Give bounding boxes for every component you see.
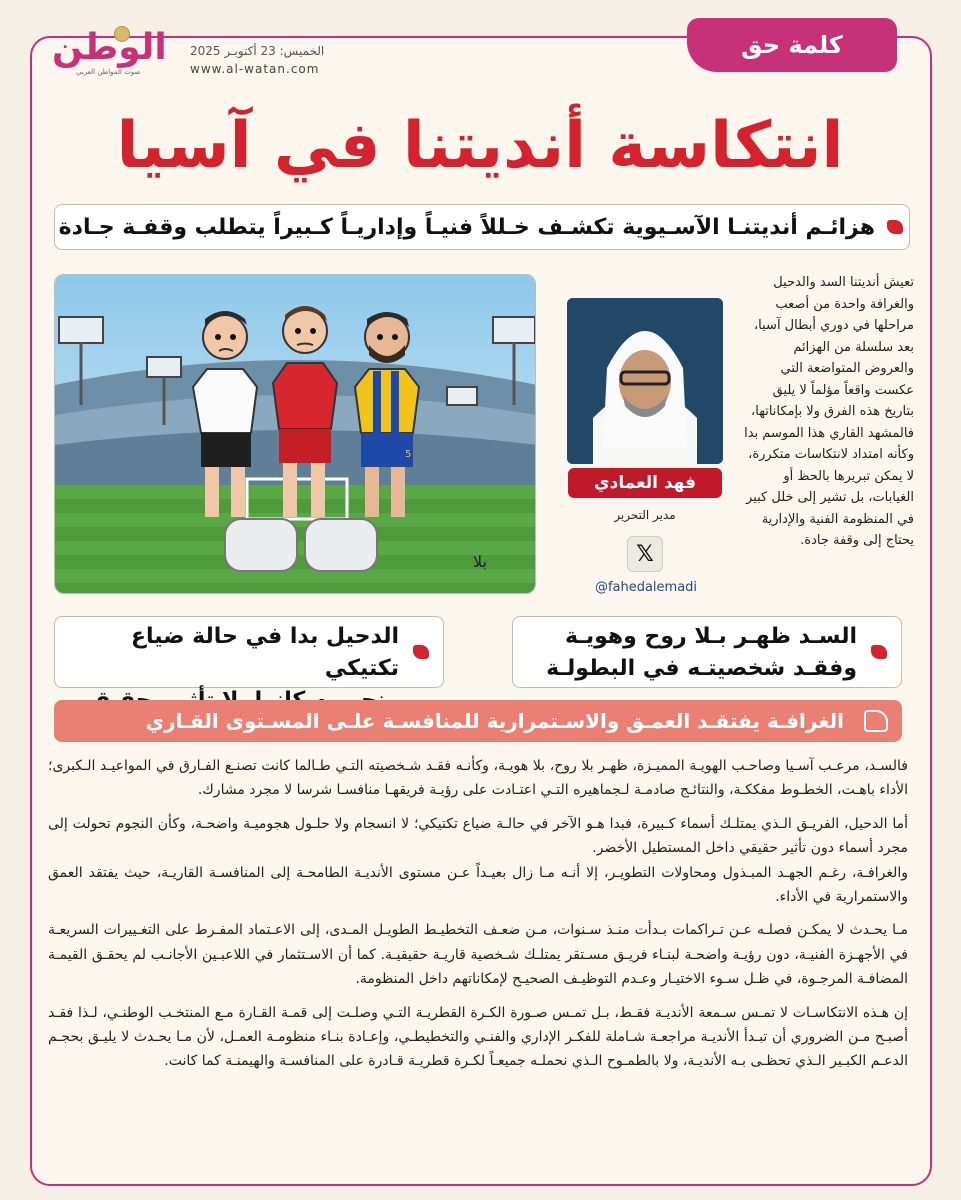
body-paragraph: أما الدحيل، الفريـق الـذي يمتلـك أسماء كـبيرة، فبدا هـو الآخر في حالـة ضياع تكتيكي؛ لا انسجام ولا حلـول هجوميـة واضحـة، وكأن النجوم تحولت إلى مجرد أسماء دون تأثير حقيقي داخل المستطيل الأخضر. — [48, 815, 908, 857]
subheadline: هزائـم أنديتنـا الآسـيوية تكشـف خـللاً فنيـاً وإداريـاً كـبيراً يتطلب وقفـة جـادة — [58, 214, 875, 240]
artist-signature: بلا — [473, 552, 487, 571]
tab-icon — [864, 710, 888, 732]
website-link[interactable]: www.al-watan.com — [190, 62, 320, 76]
pull-quote-line: وفقـد شخصيتـه في البطولـة — [546, 656, 857, 681]
newspaper-logo[interactable] — [52, 26, 182, 80]
svg-text:5: 5 — [405, 449, 412, 460]
intro-paragraph: تعيش أنديتنا السد والدحيل والغرافة واحدة من أصعب مراحلها في دوري أبطال آسيا، بعد سلسلة من الهزائم والعروض المتواضعة التي عكست واقعاً مؤلماً لا يليق بتاريخ هذه الفرق ولا بإمكاناتها، فالمشهد القاري هذا الموسم بدا وكأنه امتداد لانتكاسات متكررة، لا يمكن تبريرها بالحظ أو الغيابات، بل تشير إلى خلل كبير في المنظومة الفنية والإدارية يحتاج إلى وقفة جادة. — [744, 275, 914, 548]
section-heading: الغرافـة يفتقـد العمـق والاسـتمرارية للمنافسـة علـى المسـتوى القـاري — [145, 709, 844, 733]
section-badge: كلمة حق — [687, 18, 897, 72]
body-paragraph: فالسـد، مرعـب آسـيا وصاحـب الهويـة المميـزة، ظهـر بلا روح، بلا هويـة، وكأنـه فقـد شـخصيته التـي طـالما كانت تصنـع الفـارق في المواعيـد الـكبرى؛ الأداء باهـت، الخطـوط مفككـة، والنتائـج صادمـة لـجماهيره التـي اعتـادت على رؤيـة فريقهـا منافسـا شرسا لا مجرد مشارك. — [48, 758, 908, 799]
logo-subtitle: صوت المواطن العربي — [76, 68, 141, 76]
bullet-icon — [871, 645, 887, 659]
section-heading-bar — [54, 700, 902, 742]
body-paragraph: والغرافـة، رغـم الجهـد المبـذول ومحاولات التطويـر، إلا أنـه مـا زال بعيـداً عـن مستوى الأنديـة الطامحـة إلى المنافسـة القاريـة، حيث يفتقد العمق والاستمرارية في الأداء. — [48, 864, 908, 906]
logo-text: الوطن — [52, 27, 167, 68]
headline: انتكاسة أنديتنا في آسيا — [116, 109, 844, 183]
pull-quote-line: الدحيل بدا في حالة ضياع تكتيكي — [130, 624, 399, 681]
bullet-icon — [413, 645, 429, 659]
body-paragraph: إن هـذه الانتكاسـات لا تمـس سـمعة الأنديـة فقـط، بـل تمـس صـورة الكـرة القطريـة التـي وصلـت إلى قمـة القـارة مـع المنتخـب الوطنـي، لـذا فقـد أصبـح مـن الضروري أن تبـدأ الأنديـة مراجعـة شـاملة للفكـر الإداري والفنـي والتخطيطـي، وإعـادة بنـاء منظومـة العمـل، لأن مـا يحـدث لا يليـق بحجـم الدعـم الكبـير الـذي تحظـى بـه الأنديـة، ولا بالطمـوح الـذي نحملـه جميعـاً لكـرة قطريـة قـادرة على المنافسـة والهيمنـة كما كانت. — [48, 1004, 908, 1070]
author-name: فهد العمادي — [568, 468, 722, 498]
pull-quote-right — [512, 616, 902, 688]
author-portrait — [567, 298, 723, 464]
subheadline-bar — [54, 204, 910, 250]
bullet-icon — [887, 220, 903, 234]
pull-quote-line: السـد ظهـر بـلا روح وهويـة — [564, 624, 857, 649]
cartoon-illustration — [54, 274, 536, 594]
author-role: مدير التحرير — [614, 508, 676, 522]
body-paragraph: مـا يحـدث لا يمكـن فصلـه عـن تـراكمات بـدأت منـذ سـنوات، مـن ضعـف التخطيـط الطويـل المـدى، إلى الاعـتماد المفـرط على التغـييرات السريعـة في الأجهـزة الفنيـة، دون رؤيـة واضحـة لبنـاء فريـق مسـتقر يمتلـك شـخصية قاريـة حقيقيـة. كما أن الاسـتثمار في اللاعبـين الأجانـب لم يحقـق القيمـة المضافـة المرجـوة، في ظـل سـوء الاختيـار وعـدم التوظيـف الصحيـح لإمكاناتهم داخل المنظومة. — [48, 922, 908, 988]
issue-date: الخميس: 23 أكتوبـر 2025 — [190, 44, 325, 58]
article-body — [48, 754, 908, 1083]
author-handle[interactable]: @fahedalemadi — [594, 580, 698, 595]
pull-quote-left — [54, 616, 444, 688]
x-logo-icon[interactable]: 𝕏 — [627, 536, 663, 572]
